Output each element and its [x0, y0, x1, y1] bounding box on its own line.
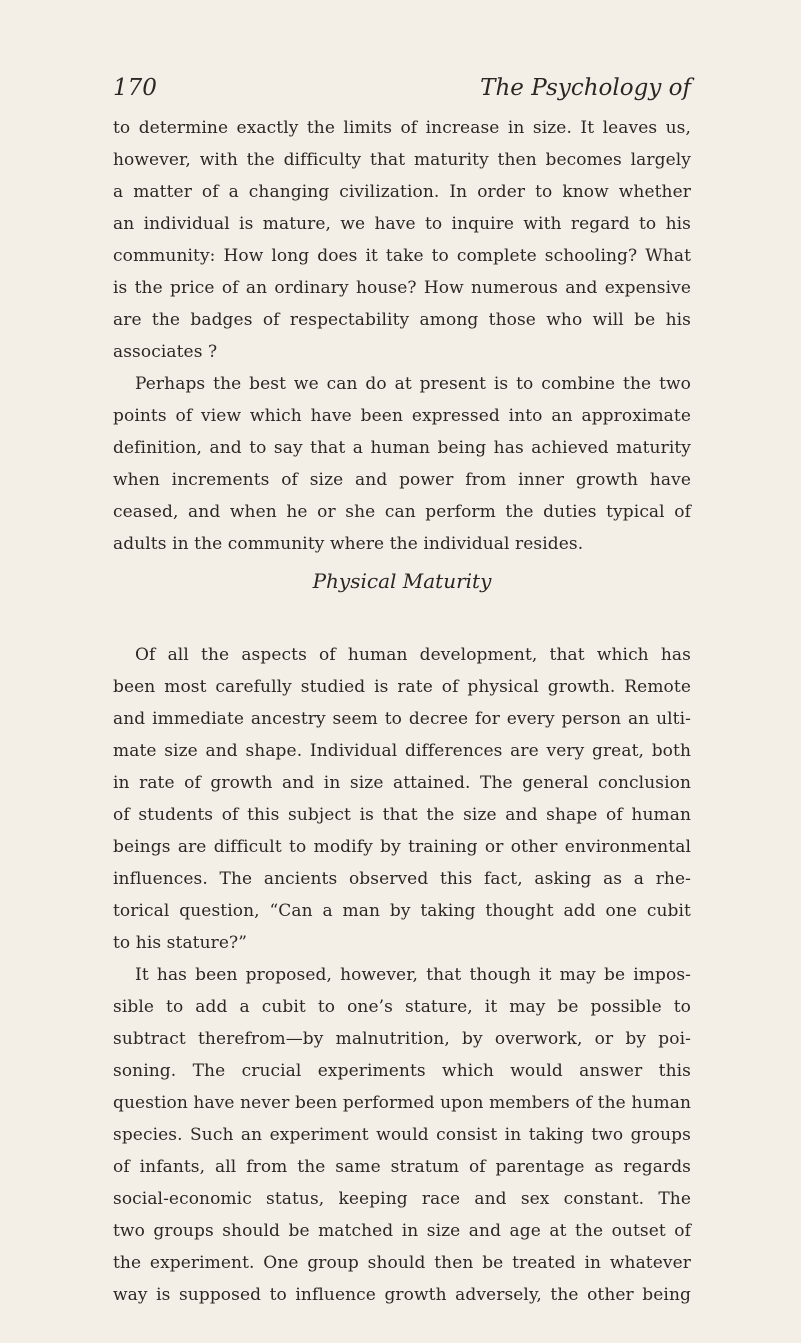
text-line: a matter of a changing civilization. In order to know whether	[113, 182, 691, 202]
page-header	[113, 74, 691, 110]
text-line: sible to add a cubit to one’s stature, it may be possible to	[113, 997, 691, 1017]
text-line: ceased, and when he or she can perform the duties typical of	[113, 502, 691, 522]
text-line: the experiment. One group should then be treated in whatever	[113, 1253, 691, 1273]
running-head: The Psychology of	[480, 75, 691, 101]
text-line: beings are difficult to modify by training or other environmental	[113, 837, 691, 857]
text-line: mate size and shape. Individual differences are very great, both	[113, 741, 691, 761]
text-line: are the badges of respectability among those who will be his	[113, 310, 691, 330]
text-line: however, with the difficulty that maturity then becomes largely	[113, 150, 691, 170]
text-line: definition, and to say that a human being has achieved maturity	[113, 438, 691, 458]
text-line: an individual is mature, we have to inquire with regard to his	[113, 214, 691, 234]
text-line: is the price of an ordinary house? How numerous and expensive	[113, 278, 691, 298]
text-line: torical question, “Can a man by taking thought add one cubit	[113, 901, 691, 921]
text-line: social-economic status, keeping race and sex constant. The	[113, 1189, 691, 1209]
text-line: been most carefully studied is rate of physical growth. Remote	[113, 677, 691, 697]
text-line: associates ?	[113, 342, 218, 362]
text-line: question have never been performed upon members of the human	[113, 1093, 691, 1113]
text-line: adults in the community where the individual resides.	[113, 534, 584, 554]
text-line: points of view which have been expressed into an approximate	[113, 406, 691, 426]
section-heading: Physical Maturity	[312, 569, 492, 593]
text-line: to his stature?”	[113, 933, 248, 953]
text-line: in rate of growth and in size attained. The general conclusion	[113, 773, 691, 793]
text-line: influences. The ancients observed this fact, asking as a rhe-	[113, 869, 691, 889]
text-line: soning. The crucial experiments which would answer this	[113, 1061, 691, 1081]
text-line: to determine exactly the limits of increase in size. It leaves us,	[113, 118, 691, 138]
text-line: of infants, all from the same stratum of parentage as regards	[113, 1157, 691, 1177]
text-line: subtract therefrom—by malnutrition, by overwork, or by poi-	[113, 1029, 691, 1049]
text-line: Perhaps the best we can do at present is to combine the two	[135, 374, 691, 394]
text-line: and immediate ancestry seem to decree for every person an ulti-	[113, 709, 691, 729]
text-line: when increments of size and power from inner growth have	[113, 470, 691, 490]
text-line: two groups should be matched in size and age at the outset of	[113, 1221, 691, 1241]
text-line: It has been proposed, however, that though it may be impos-	[135, 965, 691, 985]
text-line: community: How long does it take to complete schooling? What	[113, 246, 691, 266]
text-line: species. Such an experiment would consist in taking two groups	[113, 1125, 691, 1145]
text-line: Of all the aspects of human development, that which has	[135, 645, 691, 665]
text-line: of students of this subject is that the size and shape of human	[113, 805, 691, 825]
text-line: way is supposed to influence growth adversely, the other being	[113, 1285, 691, 1305]
page-number: 170	[113, 75, 157, 101]
